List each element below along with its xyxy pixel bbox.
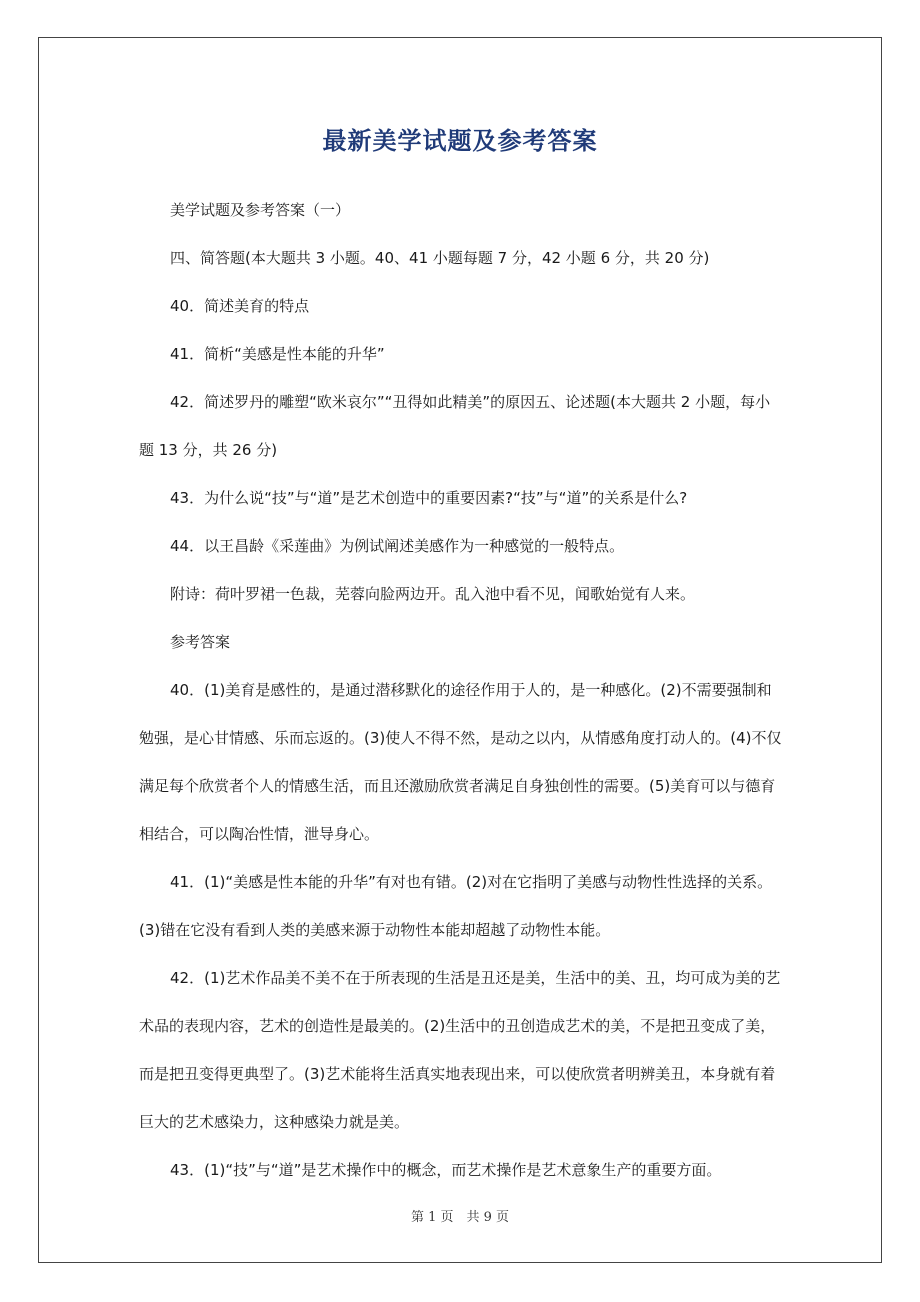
document-title: 最新美学试题及参考答案 [322,127,598,155]
document-body [139,186,782,1194]
paragraph: 42．(1)艺术作品美不美不在于所表现的生活是丑还是美，生活中的美、丑，均可成为美的艺术品的表现内容，艺术的创造性是最美的。(2)生活中的丑创造成艺术的美，不是把丑变成了美，而是把丑变得更典型了。(3)艺术能将生活真实地表现出来，可以使欣赏者明辨美丑，本身就有着巨大的艺术感染力，这种感染力就是美。 [139,969,781,1131]
answers-heading: 参考答案 [170,633,231,651]
paragraph: 41．简析“美感是性本能的升华” [170,345,385,363]
paragraph: 41．(1)“美感是性本能的升华”有对也有错。(2)对在它指明了美感与动物性性选择的关系。(3)错在它没有看到人类的美感来源于动物性本能却超越了动物性本能。 [139,873,773,939]
paragraph: 44．以王昌龄《采莲曲》为例试阐述美感作为一种感觉的一般特点。 [170,537,625,555]
paragraph: 43．(1)“技”与“道”是艺术操作中的概念，而艺术操作是艺术意象生产的重要方面。 [170,1161,722,1179]
page-footer: 第 1 页 共 9 页 [410,1210,510,1225]
paragraph: 40．(1)美育是感性的，是通过潜移默化的途径作用于人的，是一种感化。(2)不需要强制和勉强，是心甘情感、乐而忘返的。(3)使人不得不然，是动之以内，从情感角度打动人的。(4)不仅满足每个欣赏者个人的情感生活，而且还激励欣赏者满足自身独创性的需要。(5)美育可以与德育相结合，可以陶冶性情，泄导身心。 [139,681,782,843]
section-heading: 美学试题及参考答案（一） [170,201,351,219]
paragraph: 四、简答题(本大题共 3 小题。40、41 小题每题 7 分，42 小题 6 分，共 20 分) [170,249,710,267]
paragraph: 43．为什么说“技”与“道”是艺术创造中的重要因素?“技”与“道”的关系是什么? [170,489,688,507]
paragraph: 40．简述美育的特点 [170,297,310,315]
paragraph: 42．简述罗丹的雕塑“欧米哀尔”“丑得如此精美”的原因五、论述题(本大题共 2 小题，每小题 13 分，共 26 分) [139,393,771,459]
paragraph: 附诗：荷叶罗裙一色裁，芜蓉向脸两边开。乱入池中看不见，闻歌始觉有人来。 [170,585,696,603]
